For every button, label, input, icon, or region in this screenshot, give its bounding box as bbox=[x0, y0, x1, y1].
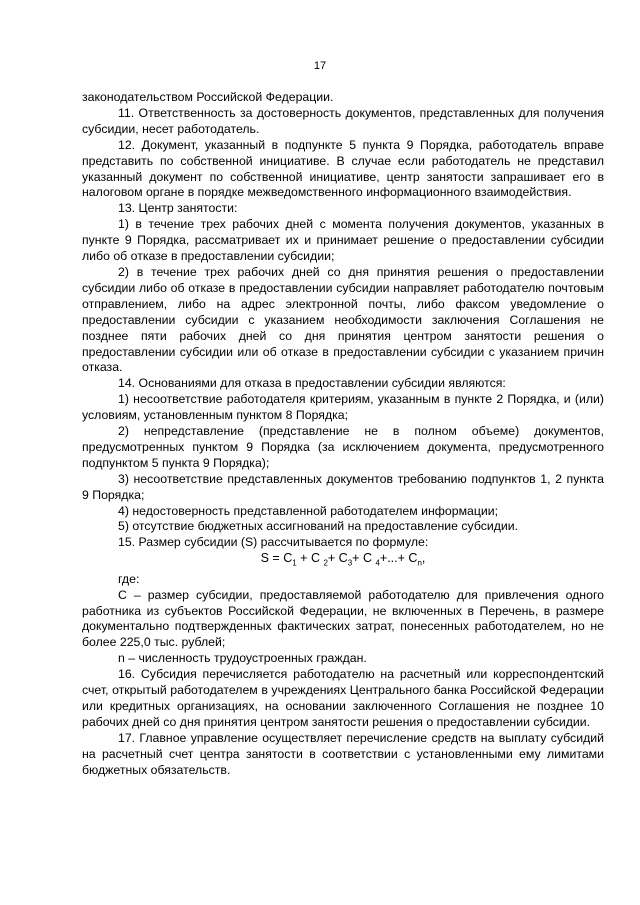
formula-sub-4: 4 bbox=[375, 558, 380, 568]
paragraph-formula-c: С – размер субсидии, предоставляемой работодателю для привлечения одного работника из субъектов Российской Федерации, не включенных в Перечень, в размере документально подтвержденных фактических затрат, понесенных работодателем, но не более 225,0 тыс. рублей; bbox=[82, 587, 604, 650]
formula-sub-n: n bbox=[417, 558, 422, 568]
paragraph-14-3: 3) несоответствие представленных документов требованию подпунктов 1, 2 пункта 9 Порядка; bbox=[82, 471, 604, 502]
formula-plus-n: +...+ C bbox=[379, 551, 418, 566]
paragraph-14-5: 5) отсутствие бюджетных ассигнований на предоставление субсидии. bbox=[118, 519, 519, 534]
paragraph-12: 12. Документ, указанный в подпункте 5 пункта 9 Порядка, работодатель вправе представить по собственной инициативе. В случае если работодатель не представил указанный документ по собственной инициативе, центр занятости запрашивает его в налоговом органе в порядке межведомственного информационного взаимодействия. bbox=[82, 137, 604, 200]
paragraph-14-4: 4) недостоверность представленной работодателем информации; bbox=[118, 503, 499, 518]
formula-plus-1: + C bbox=[296, 551, 324, 566]
paragraph-formula-n: n – численность трудоустроенных граждан. bbox=[118, 651, 367, 666]
paragraph-14: 14. Основаниями для отказа в предоставлении субсидии являются: bbox=[118, 376, 506, 391]
paragraph-15: 15. Размер субсидии (S) рассчитывается по формуле: bbox=[118, 535, 429, 550]
formula-sub-3: 3 bbox=[347, 558, 353, 568]
paragraph-13-1: 1) в течение трех рабочих дней с момента получения документов, указанных в пункте 9 Порядка, рассматривает их и принимает решение о предоставлении субсидии либо об отказе в предоставлении субсидии; bbox=[82, 217, 604, 264]
paragraph-continuation: законодательством Российской Федерации. bbox=[82, 90, 334, 104]
document-body bbox=[82, 90, 604, 778]
paragraph-11: 11. Ответственность за достоверность документов, представленных для получения субсидии, несет работодатель. bbox=[82, 105, 604, 136]
paragraph-14-1: 1) несоответствие работодателя критериям, указанным в пункте 2 Порядка, и (или) условиям, установленным пунктом 8 Порядка; bbox=[82, 392, 604, 423]
paragraph-16: 16. Субсидия перечисляется работодателю на расчетный или корреспондентский счет, открытый работодателем в учреждениях Центрального банка Российской Федерации или кредитных организациях, на основании заключенного Соглашения не позднее 10 рабочих дней со дня принятия центром занятости решения о предоставлении субсидии. bbox=[82, 667, 604, 729]
subsidy-formula bbox=[82, 551, 604, 571]
formula-where-label: где: bbox=[118, 571, 140, 586]
paragraph-17: 17. Главное управление осуществляет перечисление средств на выплату субсидий на расчетный счет центра занятости в соответствии с установленными ему лимитами бюджетных обязательств. bbox=[82, 730, 604, 777]
formula-plus-3: + C bbox=[352, 551, 376, 566]
paragraph-14-2: 2) непредставление (представление не в полном объеме) документов, предусмотренных пунктом 9 Порядка (за исключением документа, предусмотренного подпунктом 5 пункта 9 Порядка); bbox=[82, 424, 604, 470]
paragraph-13: 13. Центр занятости: bbox=[118, 201, 238, 216]
page-number: 17 bbox=[313, 60, 327, 72]
formula-tail: , bbox=[421, 551, 426, 566]
paragraph-13-2: 2) в течение трех рабочих дней со дня принятия решения о предоставлении субсидии либо об отказе в предоставлении субсидии направляет работодателю почтовым отправлением, либо на адрес электронной почты, либо факсом уведомление о предоставлении субсидии с указанием необходимости заключения Соглашения не позднее пяти рабочих дней со дня принятия центром занятости решения о предоставлении субсидии или об отказе в предоставлении субсидии с указанием причин отказа. bbox=[82, 264, 604, 375]
formula-sub-1: 1 bbox=[292, 558, 297, 568]
formula-lhs: S = C bbox=[260, 551, 293, 566]
formula-plus-2: + C bbox=[327, 551, 348, 566]
formula-sub-2: 2 bbox=[323, 558, 328, 568]
